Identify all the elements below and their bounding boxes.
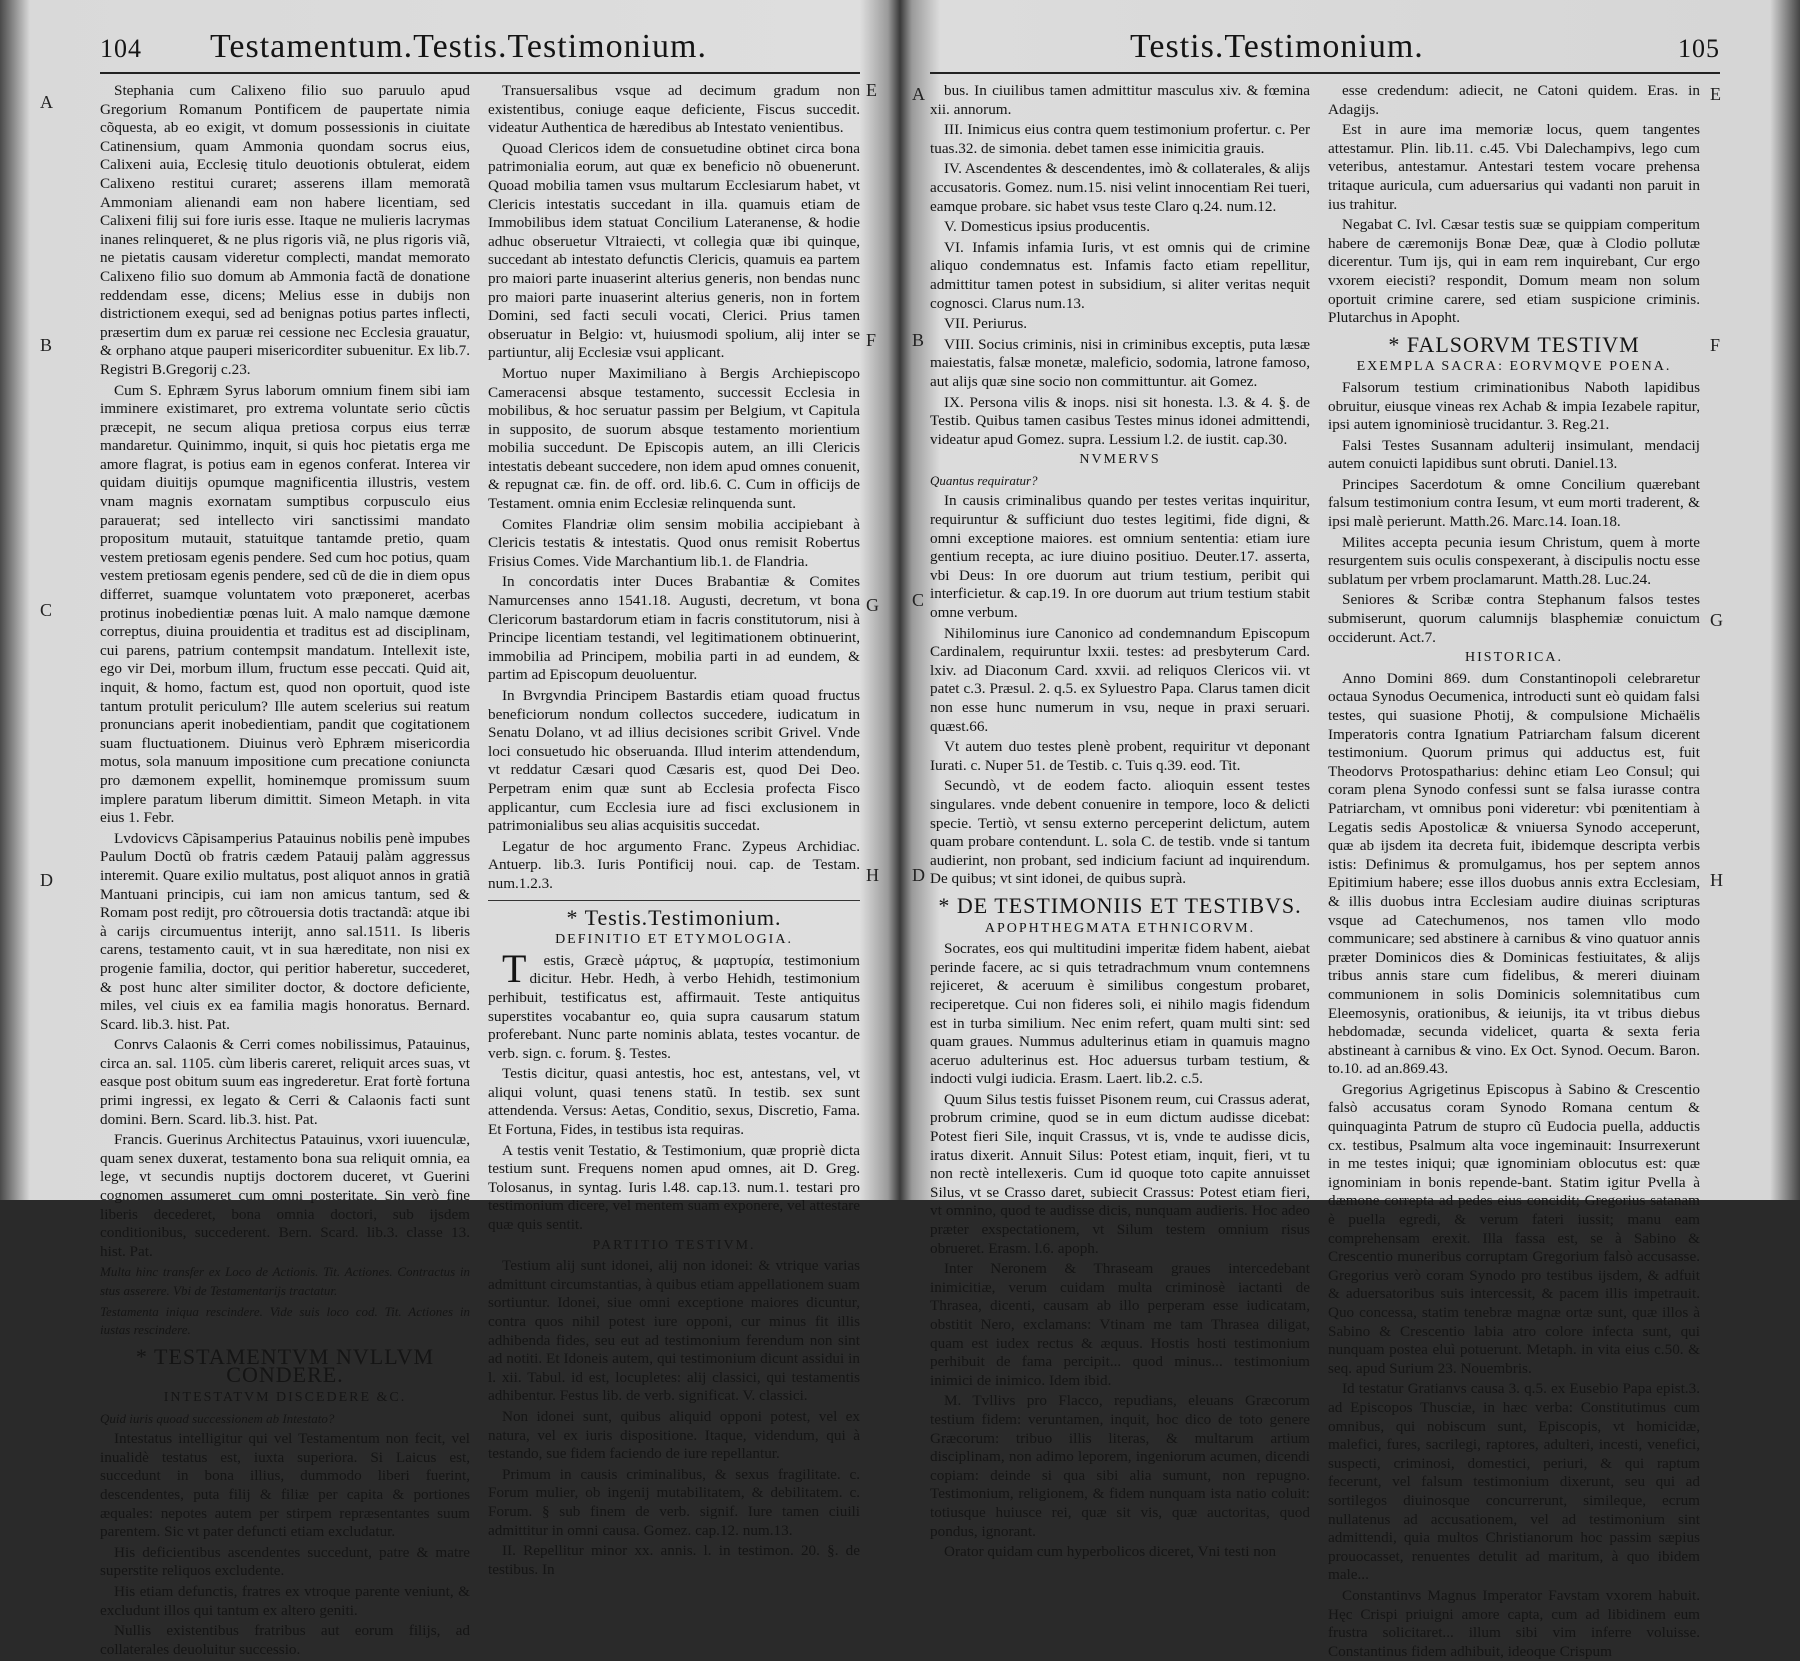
margin-letter: H bbox=[866, 865, 879, 885]
margin-letter: H bbox=[1710, 870, 1723, 890]
left-running-head: Testamentum.Testis.Testimonium. bbox=[210, 28, 707, 65]
paragraph: Constantinvs Magnus Imperator Favstam vxorem habuit. Hęc Crispi priuigni amore capta, cum ad libidinem eum frustra solicitaret... illum sibi vim inferre voluisse. Constantinus fidem adhibuit, ideoque Crispum bbox=[1328, 1586, 1700, 1660]
paragraph: Francis. Guerinus Architectus Patauinus, vxori iuuenculæ, quam senex duxerat, testamento bona sua reliquit omnia, ea lege, vt secundis nuptijs doctorem duceret, vt Guerini cognomen assumeret cum omni posteritate. Sin verò fine liberis decederet, bona omnia doctori, sub ijsdem conditionibus, succederent. Bern. Scard. lib.3. classe 13. hist. Pat. bbox=[100, 1131, 470, 1260]
paragraph: VIII. Socius criminis, nisi in criminibus exceptis, puta læsæ maiestatis, falsæ monetæ, maleficio, sodomia, latrone famoso, aut alijs quæ sine socio non committuntur. ait Gomez. bbox=[930, 335, 1310, 390]
paragraph: Anno Domini 869. dum Constantinopoli celebraretur octaua Synodus Oecumenica, introducti sunt eò quidam falsi testes, qui suasione Photij, & compulsione Michaëlis Imperatoris contra Ignatium Patriarcham falsum dicerent testimonium. Quorum primus qui adductus est, fuit Theodorvs Protospatharius: dehinc etiam Leo Consul; qui coram plena Synodo confessi sunt se falsa iurasse contra Patriarcham, vt omnibus poni videretur: vbi pœnitentiam à Legatis sedis Apostolicæ & vniuersa Synodo acceperunt, quæ ab ijsdem ita decreta fuit, ibidemque descripta verbis istis: Definimus & promulgamus, hos per septem annos Epitimium habere; esse illos duobus annis extra Ecclesiam, & illis duobus intra Ecclesiam audire diuinas scripturas vsque ad Catechumenos, nos tamen vllo modo communicare; sed abstinere à carnibus & vino quatuor annis præter Dominicos dies & Dominicas festiuitates, & alijs tribus annis stare cum fidelibus, & mereri diuinam communionem in solis Dominicis solemnitatibus cum Eleemosynis, orationibus, & ieiunijs, ita vt tribus diebus hebdomadæ, secunda videlicet, quarta & sexta feria abstineant à carnibus & vino. Ex Oct. Synod. Oecum. Baron. to.10. ad an.869.43. bbox=[1328, 669, 1700, 1078]
paragraph: Seniores & Scribæ contra Stephanum falsos testes submiserunt, quorum calumnijs blasphemiæ conuictum occiderunt. Act.7. bbox=[1328, 591, 1700, 646]
margin-letter: G bbox=[866, 595, 879, 615]
paragraph: Inter Neronem & Thraseam graues intercedebant inimicitiæ, verum cuidam multa criminosè iactanti de Thrasea, dicenti, causam ab illo perperam esse iudicatam, obstitit Nero, exclamans: Vtinam me tam Thrasea diligat, quam est iudex rectus & æquus. Hostis hosti testimonium perhibuit de fama percipit... quod minus... testimonium inimici de inimico. Idem ibid. bbox=[930, 1260, 1310, 1389]
margin-letter: C bbox=[40, 600, 53, 620]
subheading: INTESTATVM DISCEDERE &C. bbox=[163, 1389, 407, 1405]
margin-letter: C bbox=[912, 590, 925, 610]
paragraph: Primum in causis criminalibus, & sexus fragilitate. c. Forum mulier, ob ingenij mutabilitatem, & debilitatem. c. Forum. § sub finem de verb. signif. Iure tamen ciuili admittitur in omni causa. Gomez. cap.12. num.13. bbox=[488, 1465, 860, 1539]
right-column-2 bbox=[1328, 82, 1700, 1660]
paragraph: His deficientibus ascendentes succedunt, patre & matre superstite reliquos excludente. bbox=[100, 1543, 470, 1580]
right-page-number: 105 bbox=[1678, 34, 1720, 63]
paragraph: Id testatur Gratianvs causa 3. q.5. ex Eusebio Papa epist.3. ad Episcopos Thusciæ, in hæc verba: Constitutimus cum omnibus, qui nobiscum sunt, Episcopis, vt homicidæ, malefici, fures, sacrilegi, raptores, adulteri, incesti, venefici, suspecti, criminosi, domestici, periuri, & qui raptum fecerunt, vel falsum testimonium dixerunt, seu qui ad sortilegos diuinosque concurrerunt, simileque, ecrum nullatenus ad accusationem, vel ad testimonium sint admittendi, quia multos Christianorum hoc passim sæpius prouocasset, renuentes detulit ad maritum, à quo ibidem male... bbox=[1328, 1380, 1700, 1584]
paragraph: Testis dicitur, quasi antestis, hoc est, antestans, vel, vt aliqui volunt, quasi tenens statũ. In testib. sex sunt attendenda. Versus: Aetas, Conditio, sexus, Discretio, Fama. Et Fortuna, Fides, in testibus ista requiras. bbox=[488, 1065, 860, 1139]
paragraph: M. Tvllivs pro Flacco, repudians, eleuans Græcorum testium fidem: veruntamen, inquit, hoc dico de toto genere Græcorum: tribuo illis literas, & multarum artium disciplinam, non adimo leporem, ingeniorum acumen, dicendi copiam: deinde si qua sibi alia sumunt, non repugno. Testimonium, religionem, & fidem nunquam ista natio coluit: totiusque huiusce rei, quæ sit vis, quæ auctoritas, quod pondus, ignorant. bbox=[930, 1392, 1310, 1540]
margin-letter: E bbox=[1710, 84, 1721, 104]
paragraph: Comites Flandriæ olim sensim mobilia accipiebant à Clericis testatis & intestatis. Quod onus remisit Robertus Frisius Comes. Vide Marchantium lib.1. de Flandria. bbox=[488, 515, 860, 570]
paragraph: Testium alij sunt idonei, alij non idonei: & vtrique varias admittunt circumstantias, à quibus etiam appellationem suam sortiuntur. Idonei, siue omni exceptione maiores dicuntur, contra quos nihil potest iure opponi, cur minus fit illis adhibenda fides, seu eut ad testimonium ferendum non sint ad notiti. Et Idoneis autem, qui testimonium dicunt assidui in l. xii. Tabul. id est, locupletes: alij classici, qui testamentis adhibentur. Festus lib. de verb. significat. V. classici. bbox=[488, 1257, 860, 1405]
marginal-note: Quantus requiratur? bbox=[930, 472, 1038, 488]
section-heading: * Testis.Testimonium. bbox=[566, 904, 782, 930]
paragraph: Vt autem duo testes plenè probent, requiritur vt deponant Iurati. c. Nuper 51. de Testib. c. Tuis q.39. eod. Tit. bbox=[930, 738, 1310, 774]
paragraph: esse credendum: adiecit, ne Catoni quidem. Eras. in Adagijs. bbox=[1328, 82, 1700, 118]
paragraph: Negabat C. Ivl. Cæsar testis suæ se quippiam comperitum habere de cæremonijs Bonæ Deæ, quæ à Clodio pollutæ dicerentur. Tum ijs, qui in eam rem inquirebant, Cur ergo vxorem eiecisti? respondit, Domum meam non solum oportuit crimine carere, sed etiam suspicione criminis. Plutarchus in Apopht. bbox=[1328, 216, 1700, 327]
margin-letter: E bbox=[866, 80, 877, 100]
paragraph: Nihilominus iure Canonico ad condemnandum Episcopum Cardinalem, requiruntur lxxii. testes: ad presbyterum Card. lxiv. ad Diaconum Card. xxvii. ad reliquos Clericos vii. vt patet c.3. Præsul. 2. q.5. ex Syluestro Papa. Clarus tamen dicit non esse hunc numerum in vsu, neque in praxi seruari. quæst.66. bbox=[930, 624, 1310, 735]
paragraph: VI. Infamis infamia Iuris, vt est omnis qui de crimine aliquo condemnatus est. Infamis facto etiam repellitur, admittitur tamen potest in subsidium, si aliter veritas nequit cognosci. Clarus num.13. bbox=[930, 238, 1310, 312]
paragraph: III. Inimicus eius contra quem testimonium profertur. c. Per tuas.32. de simonia. debet tamen esse inimicitia grauis. bbox=[930, 121, 1310, 157]
paragraph: Socrates, eos qui multitudini imperitæ fidem habent, aiebat perinde facere, ac si quis tetradrachmum vnum contemnens rejiceret, & aceruum è similibus congestum probaret, reciperetque. Cui non fideres soli, ei nihilo magis fidendum est in turba similium. Nec enim refert, quam multi sint: sed quam graues. Nummus adulterinus etiam in quamuis magno aceruo adulterinus est. Hoc aduersus turbam testium, & indocti vulgi iudicia. Erasm. Laert. lib.2. c.5. bbox=[930, 940, 1310, 1088]
paragraph: Milites accepta pecunia iesum Christum, quem à morte resurgentem suis oculis conspexerant, à discipulis noctu esse sublatum per vrbem proclamarunt. Matth.28. Luc.24. bbox=[1328, 533, 1700, 588]
left-page bbox=[40, 0, 890, 1658]
right-column-1 bbox=[930, 82, 1310, 1561]
paragraph: Conrvs Calaonis & Cerri comes nobilissimus, Patauinus, circa an. sal. 1105. cùm liberis careret, reliquit arces suas, vt easque post obitum suum eas ingrederetur. Erat fortè fortuna primi ingressi, ex legato & Cerri & Calaonis facti sunt domini. Bern. Scard. lib.3. hist. Pat. bbox=[100, 1036, 470, 1128]
subheading: HISTORICA. bbox=[1465, 650, 1563, 666]
paragraph: His etiam defunctis, fratres ex vtroque parente veniunt, & excludunt illos qui tantum ex altero geniti. bbox=[100, 1582, 470, 1619]
paragraph: In causis criminalibus quando per testes veritas inquiritur, requiruntur & sufficiunt duo testes legitimi, fide digni, & omni exceptione maiores. est omnium sententia: etiam iure gentium recepta, ac iure diuino positiuo. Deuter.17. asserta, vbi Deus: In ore duorum aut trium testium, peribit qui interficietur. & cap.19. In ore duorum aut trium testium stabit omne verbum. bbox=[930, 492, 1310, 622]
paragraph: Quoad Clericos idem de consuetudine obtinet circa bona patrimonialia eorum, aut quæ ex beneficio nõ obuenerunt. Quoad mobilia tamen vsus multarum Ecclesiarum habet, vt Clericis intestatis succedant in illa. quamuis etiam de Immobilibus idem statuat Concilium Lateranense, & hodie adhuc obseruetur Vltraiecti, vt collegia quæ ibi quinque, succedant ab intestato defunctis Clericis, quamuis ea partem pro maiori parte inuaserint alterius generis, non bendas nunc pro maiori parte inuaserint alterius generis, non in fortem Domini, sed facti seculi vocati, Clerici. Prius tamen obseruatur in Belgio: vt, huiusmodi spolium, alij inter se partiuntur, alij Ecclesiæ vsui applicant. bbox=[488, 139, 860, 362]
paragraph: Non idonei sunt, quibus aliquid opponi potest, vel ex natura, vel ex iuris dispositione. Itaque, videndum, qui à testando, sue fidem faciendo de iure repellantur. bbox=[488, 1407, 860, 1463]
left-column-1 bbox=[100, 82, 470, 1658]
right-header-rule bbox=[930, 72, 1720, 74]
paragraph: Est in aure ima memoriæ locus, quem tangentes attestamur. Plin. lib.11. c.45. Vbi Dalechampivs, lego cum veteribus, antestamur. Antestari testem vocare prehensa tritaque auricula, cum aduersarius qui vadanti non paruit in ius trahitur. bbox=[1328, 121, 1700, 213]
margin-letter: F bbox=[866, 330, 877, 350]
paragraph: Principes Sacerdotum & omne Concilium quærebant falsum testimonium contra Iesum, vt eum morti traderent, & ipsi malè perierunt. Matth.26. Marc.14. Ioan.18. bbox=[1328, 475, 1700, 531]
paragraph: Falsorum testium criminationibus Naboth lapidibus obruitur, eiusque vineas rex Achab & impia Iezabele rapitur, ipsi autem ignominiosè trucidantur. 3. Reg.21. bbox=[1328, 378, 1700, 434]
subheading: NVMERVS bbox=[1079, 452, 1161, 468]
paragraph: Gregorius Agrigetinus Episcopus à Sabino & Crescentio falsò accusatus coram Synodo Romana centum & quinquaginta Patrum de stupro cũ Eudocia puella, adductis cx. testibus, Psalmum alta voce ingeminauit: Insurrexerunt in me testes iniqui; quæ ignominiam oblocutus est: quæ ignominiam in bonis repende-bant. Statim igitur Pvella à dæmone correpta ad pedes eius concidit; Gregorius satanam è puella egredi, & verum fateri iussit; manu eam comprehensam erexit. Illa fassa est, se à Sabino & Crescentio muneribus corruptam Gregorium falsò accusasse. Gregorius verò coram Synodo pro testibus ijsdem, & adfuit & aduersatoribus suis intercessit, & pacem illis impetrauit. Quo concessa, statim tenebræ magnæ ortæ sunt, quæ illos à Sabino & Crescentio labia atro colore infecta sunt, qui nunquam postea eluì potuerunt. Metaph. in vita eius c.50. & seq. apud Surium 23. Nouembris. bbox=[1328, 1080, 1700, 1377]
marginal-note: Quid iuris quoad successionem ab Intestato? bbox=[100, 1410, 335, 1426]
subheading: DEFINITIO ET ETYMOLOGIA. bbox=[555, 932, 793, 948]
paragraph: Transuersalibus vsque ad decimum gradum non existentibus, coniuge eaque deficiente, Fiscus succedit. videatur Authentica de hæredibus ab Intestato venientibus. bbox=[488, 82, 860, 137]
paragraph: Falsi Testes Susannam adulterij insimulant, mendacij autem conuicti lapidibus sunt obruti. Daniel.13. bbox=[1328, 436, 1700, 473]
left-header-rule bbox=[100, 72, 860, 74]
left-page-header bbox=[100, 28, 860, 76]
paragraph: IX. Persona vilis & inops. nisi sit honesta. l.3. & 4. §. de Testib. Quibus tamen casibus Testes minus idonei admittendi, videatur apud Gomez. supra. Lessium l.2. de iustit. cap.30. bbox=[930, 393, 1310, 448]
paragraph: Orator quidam cum hyperbolicos diceret, Vni testi non bbox=[944, 1543, 1277, 1561]
paragraph: Quum Silus testis fuisset Pisonem reum, cui Crassus aderat, probrum crimine, quod se in eum dictum audisse dicebat: Potest fieri Sile, inquit Crassus, vt is, vnde te audisse dicis, iratus dixerit. Annuit Silus: Potest etiam, inquit, fieri, vt tu non rectè intellexeris. Cum id quoque toto capite annuisset Silus, vt se Crasso daret, subiecit Crassus: Potest etiam fieri, vt omnino, quod te audisse dicis, nunquam audieris. Hoc adeo præter exspectationem, vt Silum testem omnium risus obrueret. Erasm. l.6. apoph. bbox=[930, 1090, 1310, 1257]
right-running-head: Testis.Testimonium. bbox=[1130, 28, 1424, 65]
paragraph: II. Repellitur minor xx. annis. l. in testimon. 20. §. de testibus. In bbox=[488, 1542, 860, 1578]
margin-letter: F bbox=[1710, 335, 1721, 355]
paragraph: Mortuo nuper Maximiliano à Bergis Archiepiscopo Cameracensi absque testamento, successit Ecclesia in mobilibus, & hoc seruatur passim per Belgium, vt Capitula in supposito, de suorum absque testamento morientium mobilia succedunt. De Episcopis autem, an illi Clericis intestatis debeant succedere, non idem apud omnes conuenit, & repugnat cæ. fin. de off. ord. lib.6. C. Cum in officijs de Testament. omnia enim Ecclesiæ relinquenda sunt. bbox=[488, 364, 860, 513]
left-column-2 bbox=[488, 82, 860, 1578]
subheading: APOPHTHEGMATA ETHNICORVM. bbox=[984, 920, 1256, 936]
paragraph: Legatur de hoc argumento Franc. Zypeus Archidiac. Antuerp. lib.3. Iuris Pontificij noui. cap. de Testam. num.1.2.3. bbox=[488, 837, 860, 892]
section-heading: * FALSORVM TESTIVM bbox=[1388, 331, 1640, 357]
paragraph: In Bvrgvndia Principem Bastardis etiam quoad fructus beneficiorum nondum collectos succedere, iudicatum in Senatu Dolano, vt ad illius decisiones scribit Grivel. Vnde loci consuetudo hic obseruanda. Illud interim attendendum, vt reddatur Cæsari quod Cæsaris est, quod Dei Deo. Perpetram enim quæ sunt ab Ecclesia profecta Fisco applicantur, cum Ecclesia iure ad fisci exclusionem in patrimonialibus seu alias acquisitis succedat. bbox=[488, 687, 860, 835]
margin-letter: A bbox=[40, 92, 53, 112]
left-page-number: 104 bbox=[100, 34, 142, 63]
margin-letter: B bbox=[40, 335, 53, 355]
right-page-header bbox=[930, 28, 1720, 76]
paragraph: Intestatus intelligitur qui vel Testamentum non fecit, vel inualidè testatus est, iuxta superiora. Si Laicus est, succedunt in bona illius, dummodo liberi fuerint, descendentes, puta filij & filiæ per capita & portiones æquales: nepotes autem per stirpem repræsentantes suum parentem. Sic vt pater defuncti etiam excludatur. bbox=[100, 1430, 470, 1541]
paragraph: Secundò, vt de eodem facto. alioquin essent testes singulares. vnde debent conuenire in tempore, loco & delicti specie. Tertiò, vt sensu externo perceperint delictum, autem quam probare contendunt. L. sola C. de testib. vnde si tantum audierint, non probant, sed indicium faciunt ad inquirendum. De quibus; vt sint idonei, de quibus suprà. bbox=[930, 777, 1310, 888]
section-heading: * TESTAMENTVM NVLLVM CONDERE. bbox=[135, 1343, 435, 1388]
paragraph: bus. In ciuilibus tamen admittitur masculus xiv. & fœmina xii. annorum. bbox=[930, 82, 1310, 118]
paragraph: IV. Ascendentes & descendentes, imò & collaterales, & alijs accusatoris. Gomez. num.15. nisi velint innocentiam Rei tueri, eamque probare. sic habet vsus teste Claro q.24. num.12. bbox=[930, 160, 1310, 215]
paragraph: Nullis existentibus fratribus aut eorum filijs, ad collaterales deuoluitur successio. bbox=[100, 1622, 470, 1658]
paragraph: Cum S. Ephræm Syrus laborum omnium finem sibi iam imminere existimaret, pro extrema voluntate serio cũctis præcepit, ne secum aliqua pretiosa corpus eius terræ mandaretur. Quinimmo, inquit, si quis hoc pietatis erga me amore flagrat, is potius eam in egenos conferat. Interea vir quidam diuitijs opumque magnificentia illustris, vestem vnam magnis exornatam sumptibus corpusculo eius parauerat; sed intellecto viri sanctissimi mandato propositum mutauit, statuitque tantamde pretio, quam vestem pretiosam egenis pendere. Sed cum hoc potius, quam vestem pretiosam egenis pendere, sed cũ de die in diem opus differret, suamque voluntatem voto præponeret, acerbas protinus inobedientiæ pœnas luit. A malo namque dæmone correptus, diuina prouidentia et traditus est ad disciplinam, cui parens, patrium contempsit mandatum. Intellexit iste, ego vir Dei, morbum illum, fructum esse peccati. Quid ait, inquit, & homo, factum est, quod non oportuit, quod iste tantum protulit periculum? Ille autem scelerius sui reatum pronuncians aperit inobedientiam, pandit que cogitationem suam fluctuationem. Diuinus verò Ephræm misericordia motus, sola manuum impositione cum precatione coniuncta pro dæmonem expellit, hominemque promissum suum implere paratum liberum dimittit. Simeon Metaph. in vita eius 1. Febr. bbox=[100, 381, 470, 827]
section-heading: * DE TESTIMONIIS ET TESTIBVS. bbox=[938, 892, 1302, 918]
subheading: EXEMPLA SACRA: EORVMQVE POENA. bbox=[1356, 359, 1672, 375]
paragraph-dropcap: Testis, Græcè μάρτυς, & μαρτυρία, testimonium dicitur. Hebr. Hedh, à verbo Hehidh, testimonium perhibuit, testificatus est, affirmauit. Teste antiquitus superstites vocabantur eo, quia supra causarum statum proferebant. Nunc parte nominis ablata, testes vocantur. de verb. sign. c. forum. §. Testes. bbox=[488, 945, 860, 1062]
margin-letter: D bbox=[912, 865, 925, 885]
marginal-note: Multa hinc transfer ex Loco de Actionis. Tit. Actiones. Contractus in stus asserere. Vbi de Testamentarijs tractatur. bbox=[100, 1264, 470, 1298]
section-rule bbox=[488, 900, 860, 901]
paragraph: Stephania cum Calixeno filio suo paruulo apud Gregorium Romanum Pontificem de paupertate nimia cõquesta, ab eo exigit, vt domum possessionis in ciuitate Catinensium, quam Ammonia quondam socrus eius, Calixeni auia, Ecclesię titulo deuotionis obtulerat, eidem Calixeno restitui curaret; asserens illam memoratã Ammoniam alienandi eam non habere licentiam, sed Calixeni filij sui fore iuris esse. Itaque ne mulieris lacrymas inanes relinqueret, & ne plus rigoris viã, ne plus rigoris viã, ne pietatis causam videretur complecti, mandat memorato Calixeno filio suo domum ab Ammonia factã de donatione reddendam esse, dicens; Melius esse in dubijs non districtionem exequi, sed ad benignas potius partes inflecti, præsertim dum ex paruæ rei cessione nec Ecclesia grauatur, & orphano atque pauperi misericorditer subuenitur. Ex lib.7. Registri B.Gregorij c.23. bbox=[100, 82, 470, 378]
paragraph: Lvdovicvs Cãpisamperius Patauinus nobilis penè impubes Paulum Doctũ ob fratris cædem Patauij palàm aggressus interemit. Quare exilio multatus, post aliquot annos in gratiã Mantuani principis, cui iam non amicus tantum, sed & Romam post redijt, pro cõtrouersia dotis tractandã: atque ibi à carijs circumuentus interijt, anno sal.1511. Is liberis carens, testamento cauit, vt in sua hæreditate, non nisi ex progenie familia, doctor, qui peritior haberetur, succederet, & post hunc alter similiter doctor, & doctore deficiente, miles, vel ciuis ex ea familia magis honoratus. Bernard. Scard. lib.3. hist. Pat. bbox=[100, 829, 470, 1033]
paragraph: V. Domesticus ipsius producentis. bbox=[944, 218, 1151, 236]
margin-letter: D bbox=[40, 870, 53, 890]
right-page bbox=[910, 0, 1770, 1660]
paragraph: A testis venit Testatio, & Testimonium, quæ propriè dicta testium sunt. Frequens nomen apud omnes, ait D. Greg. Tolosanus, in syntag. Iuris l.48. cap.13. num.1. testari pro testimonium dicere, vel mentem suam exponere, vel attestare quæ quis sentit. bbox=[488, 1141, 860, 1234]
marginal-note: Testamenta iniqua rescindere. Vide suis loco cod. Tit. Actiones in iustas rescindere. bbox=[100, 1303, 470, 1338]
paragraph: In concordatis inter Duces Brabantiæ & Comites Namurcenses anno 1541.18. Augusti, decretum, vt bona Clericorum bastardorum etiam in facris constitutorum, nisi à Principe licentiam testandi, vel legitimationem obtinuerint, immobilia ad Principem, mobilia parti in ad eundem, & partim ad Episcopum deuoluentur. bbox=[488, 573, 860, 684]
subheading: PARTITIO TESTIVM. bbox=[592, 1237, 756, 1253]
margin-letter: G bbox=[1710, 610, 1723, 630]
paragraph: VII. Periurus. bbox=[944, 315, 1028, 333]
margin-letter: B bbox=[912, 330, 925, 350]
margin-letter: A bbox=[912, 84, 925, 104]
